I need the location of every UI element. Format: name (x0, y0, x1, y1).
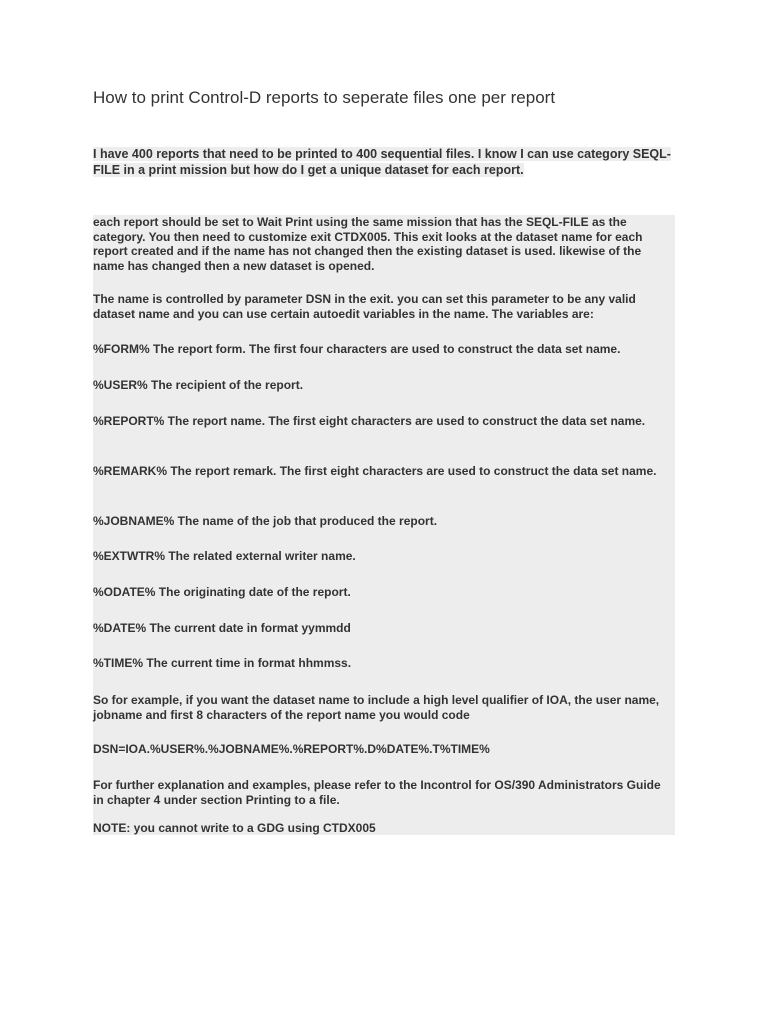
example-intro: So for example, if you want the dataset name to include a high level qualifier of IOA, the user name, jobname and first 8 characters of the report name you would code (93, 693, 660, 722)
variable-report: %REPORT% The report name. The first eight characters are used to construct the data set name. (93, 414, 646, 428)
answer-block (93, 215, 675, 835)
further-reference: For further explanation and examples, please refer to the Incontrol for OS/390 Administrators Guide in chapter 4 under section Printing to a file. (93, 778, 661, 807)
gdg-note: NOTE: you cannot write to a GDG using CTDX005 (93, 821, 376, 835)
variable-user: %USER% The recipient of the report. (93, 378, 304, 392)
question-highlight: I have 400 reports that need to be printed to 400 sequential files. I know I can use category SEQL-FILE in a print mission but how do I get a unique dataset for each report. (93, 147, 671, 177)
example-code: DSN=IOA.%USER%.%JOBNAME%.%REPORT%.D%DATE%.T%TIME% (93, 742, 490, 756)
dsn-parameter-text: The name is controlled by parameter DSN in the exit. you can set this parameter to be any valid dataset name and you can use certain autoedit variables in the name. The variables are: (93, 292, 636, 321)
variable-jobname: %JOBNAME% The name of the job that produced the report. (93, 514, 438, 528)
variable-odate: %ODATE% The originating date of the report. (93, 585, 351, 599)
question-text (93, 146, 675, 178)
page-title: How to print Control-D reports to seperate files one per report (93, 88, 556, 107)
variable-remark: %REMARK% The report remark. The first eight characters are used to construct the data set name. (93, 464, 657, 478)
answer-intro: each report should be set to Wait Print using the same mission that has the SEQL-FILE as the category. You then need to customize exit CTDX005. This exit looks at the dataset name for each report created and if the name has not changed then the existing dataset is used. likewise of the name has changed then a new dataset is opened. (93, 215, 643, 273)
variable-date: %DATE% The current date in format yymmdd (93, 621, 351, 635)
variable-time: %TIME% The current time in format hhmmss. (93, 656, 352, 670)
variable-extwtr: %EXTWTR% The related external writer name. (93, 549, 356, 563)
variable-form: %FORM% The report form. The first four characters are used to construct the data set name. (93, 342, 621, 356)
